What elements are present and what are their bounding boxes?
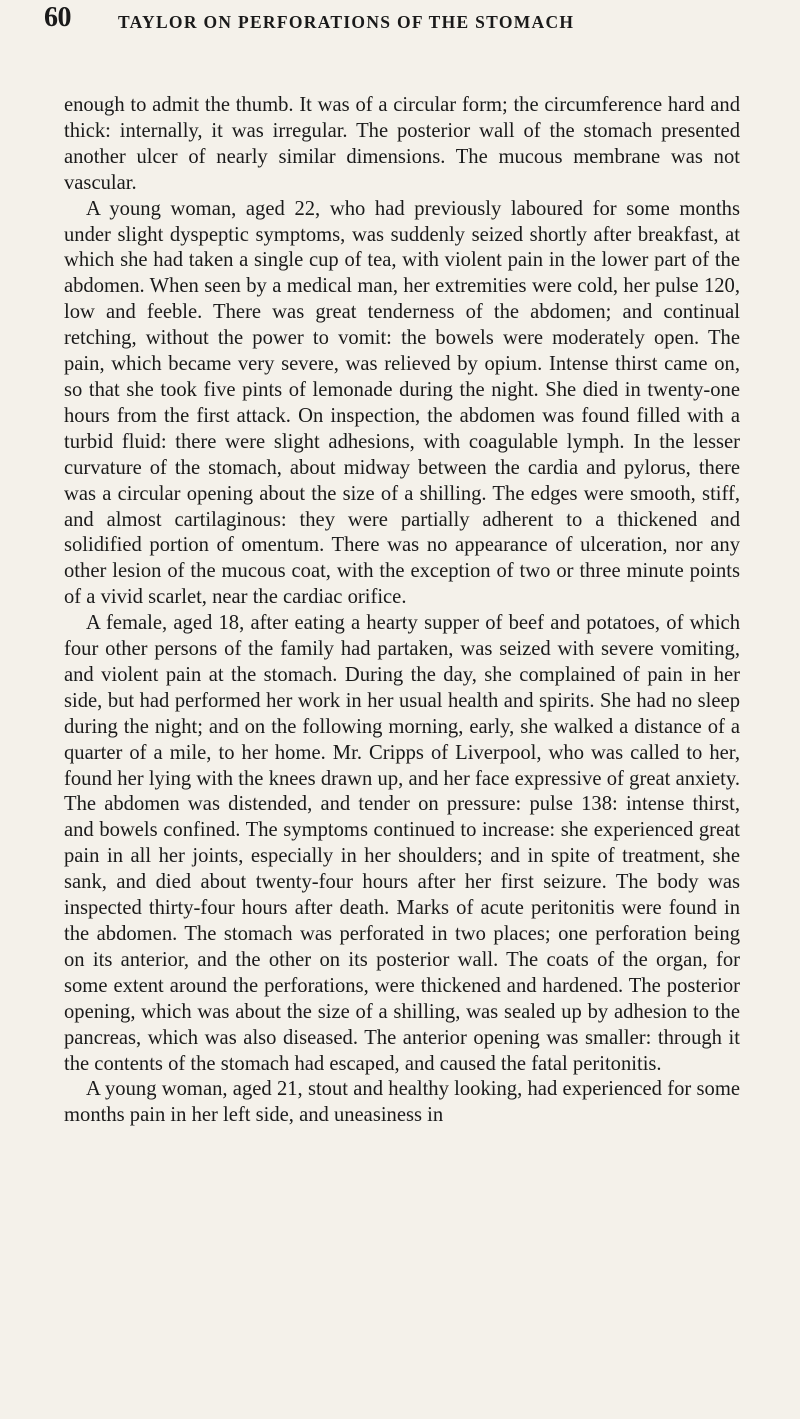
page-number: 60 bbox=[44, 2, 71, 33]
paragraph-case-woman-21: A young woman, aged 21, stout and healthy looking, had experienced for some months pain in her left side, and uneasiness in bbox=[64, 1078, 740, 1127]
body-text bbox=[64, 93, 740, 1129]
paragraph-case-woman-22: A young woman, aged 22, who had previously laboured for some months under slight dyspeptic symptoms, was suddenly seized shortly after breakfast, at which she had taken a single cup of tea, with violent pain in the lower part of the abdomen. When seen by a medical man, her extremities were cold, her pulse 120, low and feeble. There was great tenderness of the abdomen; and continual retching, without the power to vomit: the bowels were moderately open. The pain, which became very severe, was relieved by opium. Intense thirst came on, so that she took five pints of lemonade during the night. She died in twenty-one hours from the first attack. On inspection, the abdomen was found filled with a turbid fluid: there were slight adhesions, with coagulable lymph. In the lesser curvature of the stomach, about midway between the cardia and pylorus, there was a circular opening about the size of a shilling. The edges were smooth, stiff, and almost cartilaginous: they were partially adherent to a thickened and solidified portion of omentum. There was no appearance of ulceration, nor any other lesion of the mucous coat, with the exception of two or three minute points of a vivid scarlet, near the cardiac orifice. bbox=[64, 197, 740, 609]
paragraph-case-female-18: A female, aged 18, after eating a hearty supper of beef and potatoes, of which four other persons of the family had partaken, was seized with severe vomiting, and violent pain at the stomach. During the day, she complained of pain in her side, but had performed her work in her usual health and spirits. She had no sleep during the night; and on the following morning, early, she walked a distance of a quarter of a mile, to her home. Mr. Cripps of Liverpool, who was called to her, found her lying with the knees drawn up, and her face expressive of great anxiety. The abdomen was distended, and tender on pressure: pulse 138: intense thirst, and bowels confined. The symptoms continued to increase: she experienced great pain in all her joints, especially in her shoulders; and in spite of treatment, she sank, and died about twenty-four hours after her first seizure. The body was inspected thirty-four hours after death. Marks of acute peritonitis were found in the abdomen. The stomach was perforated in two places; one perforation being on its anterior, and the other on its posterior wall. The coats of the organ, for some extent around the perforations, were thickened and hardened. The posterior opening, which was about the size of a shilling, was sealed up by adhesion to the pancreas, which was also diseased. The anterior opening was smaller: through it the contents of the stomach had escaped, and caused the fatal peritonitis. bbox=[64, 612, 740, 1075]
running-title: TAYLOR ON PERFORATIONS OF THE STOMACH bbox=[118, 12, 575, 32]
paragraph-continued: enough to admit the thumb. It was of a circular form; the circumference hard and thick: internally, it was irregular. The posterior wall of the stomach presented another ulcer of nearly similar dimensions. The mucous membrane was not vascular. bbox=[64, 94, 740, 194]
